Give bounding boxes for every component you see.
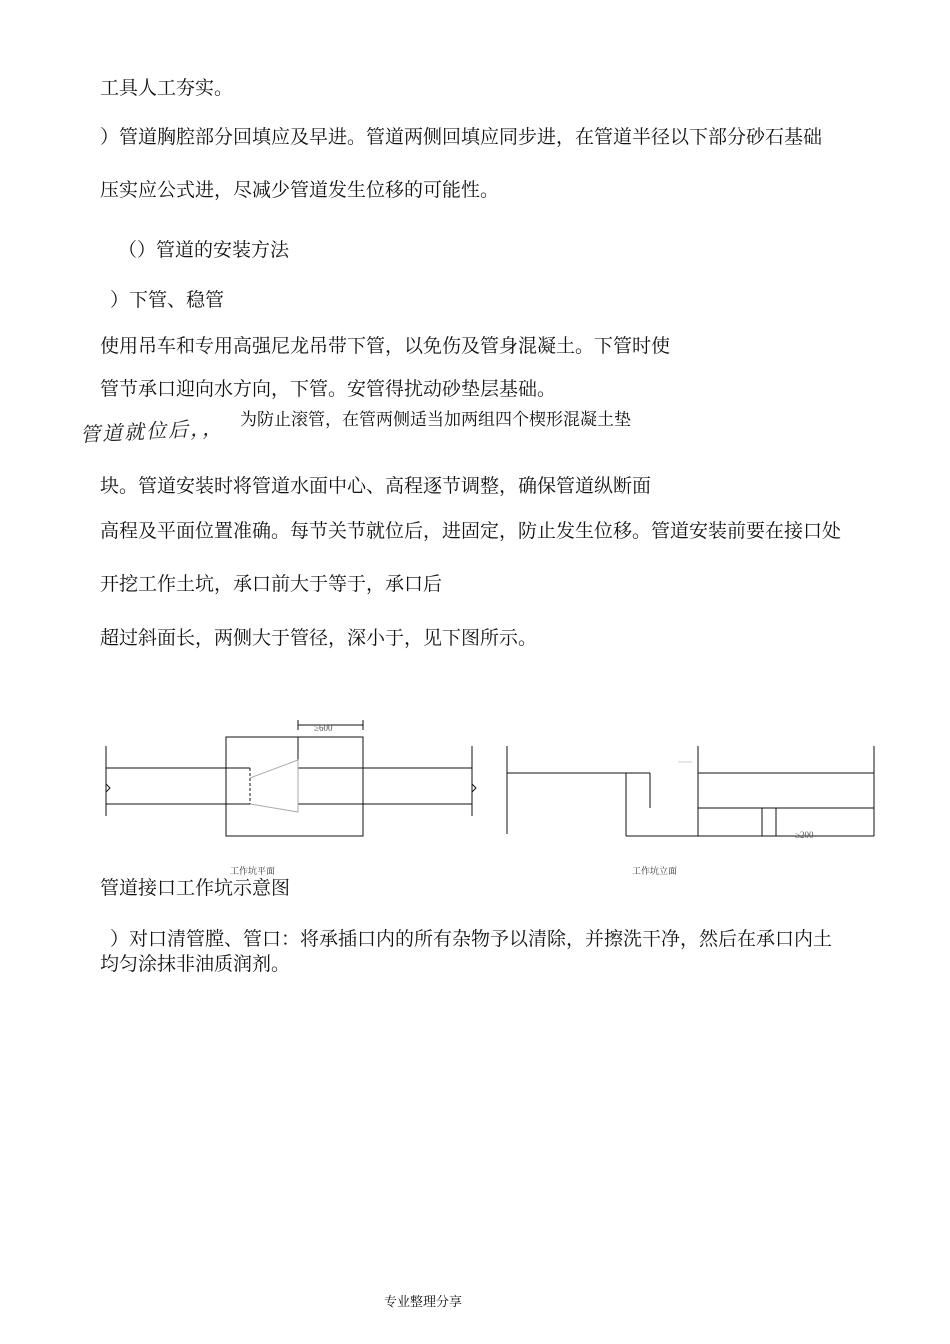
elevation-view (507, 746, 874, 836)
text-line-10: 开挖工作土坑，承口前大于等于，承口后 (100, 573, 443, 595)
text-line-13: ）对口清管膛、管口：将承插口内的所有杂物予以清除，并擦洗干净，然后在承口内土 (110, 928, 833, 950)
text-line-14: 均匀涂抹非油质润剂。 (100, 953, 291, 975)
text-line-1: 工具人工夯实。 (100, 77, 234, 99)
text-line-8: 块。管道安装时将管道水面中心、高程逐节调整，确保管道纵断面 (100, 475, 652, 497)
plan-view-caption: 工作坑平面 (230, 866, 276, 876)
elevation-view-caption: 工作坑立面 (632, 866, 678, 876)
handwritten-note: 管道就位后，， (79, 415, 225, 447)
text-line-2: ）管道胸腔部分回填应及早进。管道两侧回填应同步进，在管道半径以下部分砂石基础 (100, 126, 823, 148)
subsection-heading: ）下管、稳管 (110, 289, 225, 311)
text-line-6: 使用吊车和专用高强尼龙吊带下管，以免伤及管身混凝土。下管时使 (100, 335, 671, 357)
plan-view (106, 720, 476, 836)
interrupted-text-line: 为防止滚管，在管两侧适当加两组四个楔形混凝土垫 (240, 410, 631, 430)
page-footer: 专业整理分享 (384, 1295, 463, 1310)
section-heading: （）管道的安装方法 (118, 239, 290, 261)
dim-label-top: ≥600 (314, 723, 333, 733)
text-line-11: 超过斜面长，两侧大于管径，深小于，见下图所示。 (100, 627, 538, 649)
work-pit-diagram (0, 700, 950, 880)
figure-caption: 管道接口工作坑示意图 (100, 877, 291, 899)
dim-label-right: ≥200 (795, 830, 814, 840)
socket-taper (250, 760, 298, 812)
text-line-7: 管节承口迎向水方向，下管。安管得扰动砂垫层基础。 (100, 378, 557, 400)
text-line-9: 高程及平面位置准确。每节关节就位后，进固定，防止发生位移。管道安装前要在接口处 (100, 520, 842, 542)
text-line-3: 压实应公式进，尽减少管道发生位移的可能性。 (100, 179, 500, 201)
